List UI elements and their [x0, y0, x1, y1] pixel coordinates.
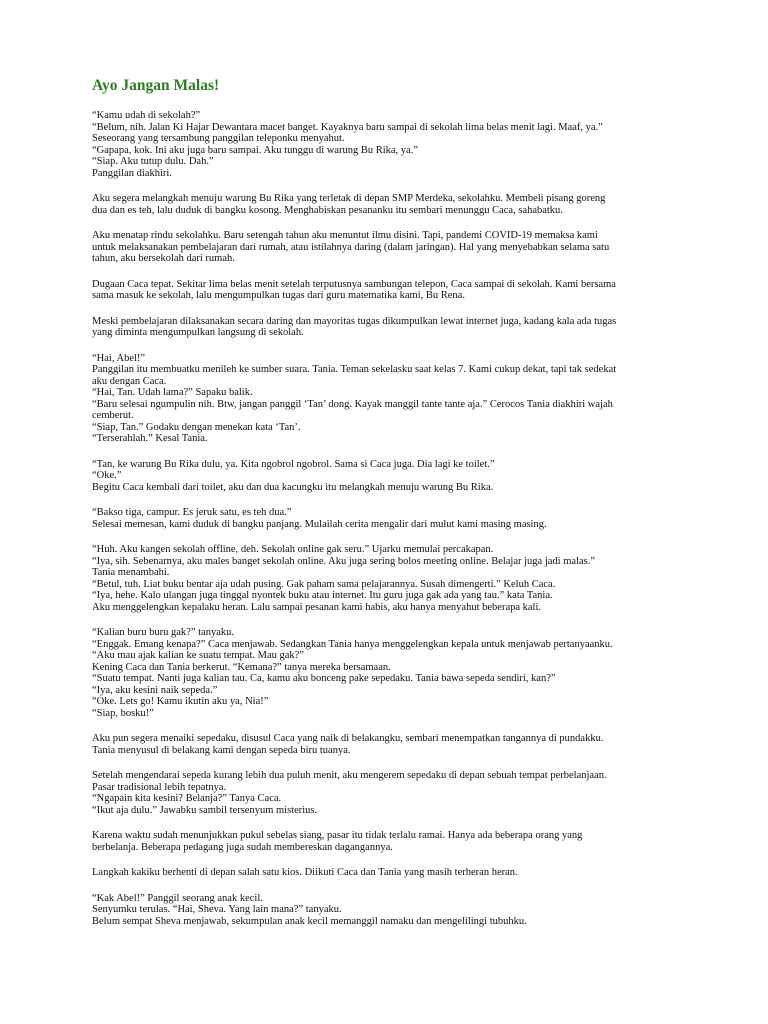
- paragraph: [92, 353, 682, 445]
- text-line: Dugaan Caca tepat. Sekitar lima belas menit setelah terputusnya sambungan telepon, Caca sampai di sekolah. Kami bersama: [92, 278, 616, 290]
- paragraph: [92, 544, 682, 613]
- text-line: “Iya, sih. Sebenarnya, aku males banget sekolah online. Aku juga sering bolos meeting online. Belajar juga jadi malas.”: [92, 555, 595, 567]
- text-line: Tania menyusul di belakang kami dengan sepeda biru tuanya.: [92, 744, 351, 756]
- text-line: “Kalian buru buru gak?” tanyaku.: [92, 627, 234, 638]
- text-line: Selesai memesan, kami duduk di bangku panjang. Mulailah cerita mengalir dari mulut kami masing masing.: [92, 518, 547, 530]
- text-line: “Aku mau ajak kalian ke suatu tempat. Mau gak?”: [92, 650, 304, 661]
- text-line: “Iya, hehe. Kalo ulangan juga tinggal nyontek buku atau internet. Itu guru juga gak ada yang tau.” kata Tania.: [92, 590, 553, 601]
- text-line: “Kak Abel!” Panggil seorang anak kecil.: [92, 892, 263, 904]
- paragraph: [92, 230, 682, 265]
- text-line: Meski pembelajaran dilaksanakan secara daring dan mayoritas tugas dikumpulkan lewat internet juga, kadang kala ada tugas: [92, 315, 617, 327]
- text-line: Setelah mengendarai sepeda kurang lebih dua puluh menit, aku mengerem sepedaku di depan sebuah tempat perbelanjaan.: [92, 770, 607, 781]
- text-line: “Huh. Aku kangen sekolah offline, deh. Sekolah online gak seru.” Ujarku memulai percakapan.: [92, 544, 494, 555]
- text-line: “Terserahlah.” Kesal Tania.: [92, 433, 208, 444]
- paragraph: [92, 110, 682, 179]
- text-line: “Enggak. Emang kenapa?” Caca menjawab. Sedangkan Tania hanya menggelengkan kepala untuk menjawab pertanyaanku.: [92, 638, 613, 650]
- paragraph: [92, 316, 682, 339]
- text-line: Aku segera melangkah menuju warung Bu Rika yang terletak di depan SMP Merdeka, sekolahku. Membeli pisang goreng: [92, 193, 606, 204]
- text-line: berbelanja. Beberapa pedagang juga sudah membereskan dagangannya.: [92, 841, 393, 853]
- text-line: Belum sempat Sheva menjawab, sekumpulan anak kecil memanggil namaku dan mengelilingi tubuhku.: [92, 915, 527, 927]
- text-line: “Betul, tuh. Liat buku bentar aja udah pusing. Gak paham sama pelajarannya. Susah dimengerti.” Keluh Caca.: [92, 578, 556, 590]
- paragraph: [92, 733, 682, 756]
- paragraph: [92, 893, 682, 928]
- text-line: “Tan, ke warung Bu Rika dulu, ya. Kita ngobrol ngobrol. Sama si Caca juga. Dia lagi ke toilet.”: [92, 458, 495, 470]
- text-line: Aku menggelengkan kepalaku heran. Lalu sampai pesanan kami habis, aku hanya menyahut beberapa kali.: [92, 601, 542, 613]
- text-line: “Ngapain kita kesini? Belanja?” Tanya Caca.: [92, 793, 282, 804]
- text-line: sama masuk ke sekolah, lalu mengumpulkan tugas dari guru matematika kami, Bu Rena.: [92, 290, 465, 301]
- text-line: “Iya, aku kesini naik sepeda.”: [92, 684, 218, 696]
- document-body: [92, 110, 682, 927]
- text-line: “Suatu tempat. Nanti juga kalian tau. Ca, kamu aku bonceng pake sepedaku. Tania bawa sepeda sendiri, kan?”: [92, 673, 556, 684]
- text-line: Aku menatap rindu sekolahku. Baru setengah tahun aku menuntut ilmu disini. Tapi, pandemi COVID-19 memaksa kami: [92, 230, 598, 241]
- text-line: Seseorang yang tersambung panggilan teleponku menyahut.: [92, 133, 345, 144]
- text-line: dua dan es teh, lalu duduk di bangku kosong. Menghabiskan pesananku itu sembari menunggu Caca, sahabatku.: [92, 204, 563, 216]
- text-line: “Siap, Tan.” Godaku dengan menekan kata ‘Tan’.: [92, 421, 301, 433]
- text-line: “Hai, Tan. Udah lama?” Sapaku balik.: [92, 387, 253, 398]
- text-line: Senyumku terulas. “Hai, Sheva. Yang lain mana?” tanyaku.: [92, 904, 342, 915]
- text-line: aku dengan Caca.: [92, 375, 167, 387]
- paragraph: [92, 867, 682, 879]
- paragraph: [92, 193, 682, 216]
- text-line: yang diminta mengumpulkan langsung di sekolah.: [92, 327, 304, 338]
- document-title: Ayo Jangan Malas!: [92, 77, 220, 94]
- text-line: “Ikut aja dulu.” Jawabku sambil tersenyum misterius.: [92, 804, 318, 816]
- paragraph: [92, 279, 682, 302]
- paragraph: [92, 627, 682, 719]
- paragraph: [92, 830, 682, 853]
- paragraph: [92, 459, 682, 494]
- text-line: Aku pun segera menaiki sepedaku, disusul Caca yang naik di belakangku, sembari menempatkan tangannya di pundakku.: [92, 733, 604, 744]
- text-line: Karena waktu sudah menunjukkan pukul sebelas siang, pasar itu tidak terlalu ramai. Hanya ada beberapa orang yang: [92, 830, 583, 841]
- text-line: “Gapapa, kok. Ini aku juga baru sampai. Aku tunggu di warung Bu Rika, ya.”: [92, 144, 419, 156]
- text-line: “Siap. Aku tutup dulu. Dah.”: [92, 156, 214, 167]
- text-line: tahun, aku bersekolah dari rumah.: [92, 253, 235, 264]
- text-line: Kening Caca dan Tania berkerut. “Kemana?” tanya mereka bersamaan.: [92, 661, 391, 673]
- paragraph: [92, 507, 682, 530]
- text-line: “Belum, nih. Jalan Ki Hajar Dewantara macet banget. Kayaknya baru sampai di sekolah lima belas menit lagi. Maaf, ya.”: [92, 121, 603, 133]
- text-line: Tania menambahi.: [92, 567, 170, 578]
- text-line: Pasar tradisional lebih tepatnya.: [92, 781, 227, 793]
- document-page: [92, 72, 682, 941]
- text-line: Panggilan itu membuatku menileh ke sumber suara. Tania. Teman sekelasku saat kelas 7. Kami cukup dekat, tapi tak sedekat: [92, 364, 617, 375]
- text-line: Begitu Caca kembali dari toilet, aku dan dua kacungku itu melangkah menuju warung Bu Rika.: [92, 481, 494, 493]
- text-line: “Hai, Abel!”: [92, 352, 146, 364]
- text-line: “Baru selesai ngumpulin nih. Btw, jangan panggil ‘Tan’ dong. Kayak manggil tante tante aja.” Cerocos Tania diakhiri wajah: [92, 398, 613, 410]
- text-line: Langkah kakiku berhenti di depan salah satu kios. Diikuti Caca dan Tania yang masih terheran heran.: [92, 867, 518, 878]
- text-line: “Siap, bosku!”: [92, 707, 154, 719]
- text-line: cemberut.: [92, 410, 134, 421]
- text-line: “Oke.”: [92, 470, 122, 481]
- text-line: “Bakso tiga, campur. Es jeruk satu, es teh dua.”: [92, 507, 292, 518]
- text-line: “Kamu udah di sekolah?”: [92, 110, 201, 121]
- paragraph: [92, 770, 682, 816]
- text-line: Panggilan diakhiri.: [92, 167, 172, 179]
- text-line: untuk melaksanakan pembelajaran dari rumah, atau istilahnya daring (dalam jaringan). Hal yang menyebabkan selama satu: [92, 241, 610, 253]
- text-line: “Oke. Lets go! Kamu ikutin aku ya, Nia!”: [92, 696, 269, 707]
